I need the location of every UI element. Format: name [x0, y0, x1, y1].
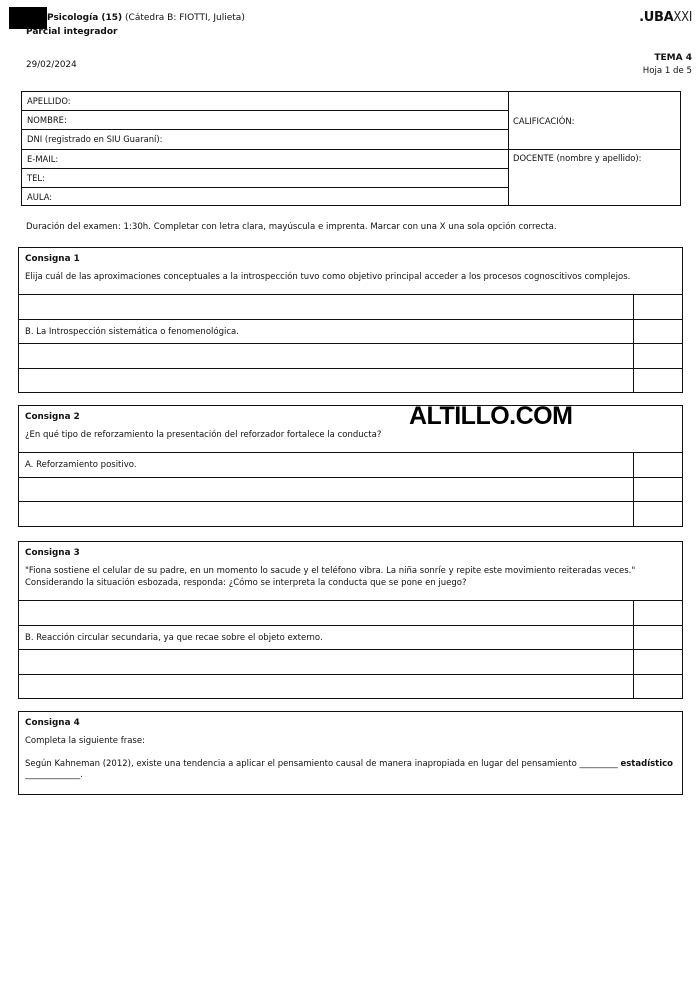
- consigna-question-line-2: Considerando la situación esbozada, responda: ¿Cómo se interpreta la conducta que se pone en juego?: [25, 577, 467, 588]
- option-checkbox[interactable]: [633, 369, 682, 393]
- watermark-text: ALTILLO.COM: [409, 402, 573, 430]
- option-checkbox[interactable]: [633, 675, 682, 699]
- grading-fields: [509, 92, 680, 205]
- exam-instructions: Duración del examen: 1:30h. Completar con letra clara, mayúscula e imprenta. Marcar con una X una sola opción correcta.: [26, 222, 557, 232]
- option-row: [19, 674, 682, 699]
- uba-xxi-logo: [639, 10, 692, 25]
- option-checkbox[interactable]: [633, 502, 682, 526]
- blank-1[interactable]: _________: [579, 758, 618, 769]
- consigna-1: [18, 247, 683, 393]
- consigna-4: [18, 711, 683, 795]
- field-docente[interactable]: DOCENTE (nombre y apellido):: [513, 153, 642, 163]
- option-text: A. Reforzamiento positivo.: [25, 460, 137, 470]
- option-row: [19, 501, 682, 526]
- logo-xxi-text: XXI: [673, 10, 692, 25]
- consigna-2: [18, 405, 683, 527]
- option-row: [19, 452, 682, 477]
- option-row: [19, 600, 682, 625]
- option-checkbox[interactable]: [633, 478, 682, 502]
- consigna-title: Consigna 3: [25, 548, 80, 558]
- consigna-title: Consigna 1: [25, 254, 80, 264]
- blank-2[interactable]: _____________.: [25, 770, 83, 780]
- field-email[interactable]: E-MAIL:: [22, 150, 508, 169]
- option-checkbox[interactable]: [633, 601, 682, 625]
- field-dni[interactable]: DNI (registrado en SIU Guaraní):: [22, 130, 508, 149]
- options-list: [19, 294, 682, 393]
- page-number: Hoja 1 de 5: [642, 66, 692, 76]
- subject-title: [47, 13, 245, 23]
- option-checkbox[interactable]: [633, 295, 682, 319]
- tema-label: TEMA 4: [654, 53, 692, 63]
- option-checkbox[interactable]: [633, 320, 682, 344]
- field-nombre[interactable]: NOMBRE:: [22, 111, 508, 130]
- student-fields: [22, 92, 509, 205]
- subject-name: Psicología (15): [47, 13, 123, 23]
- consigna-3: [18, 541, 683, 699]
- redaction-block: [9, 7, 47, 29]
- option-checkbox[interactable]: [633, 453, 682, 477]
- consigna-question: Elija cuál de las aproximaciones conceptuales a la introspección tuvo como objetivo principal acceder a los procesos cognoscitivos complejos.: [25, 272, 631, 282]
- option-row: [19, 343, 682, 368]
- options-list: [19, 600, 682, 699]
- option-row: [19, 649, 682, 674]
- exam-type: Parcial integrador: [26, 27, 118, 37]
- option-row: [19, 368, 682, 393]
- consigna-title: Consigna 2: [25, 412, 80, 422]
- field-aula[interactable]: AULA:: [27, 191, 53, 202]
- consigna-sentence: [25, 759, 676, 782]
- subject-catedra: (Cátedra B: FIOTTI, Julieta): [122, 13, 245, 23]
- consigna-question: ¿En qué tipo de reforzamiento la presentación del reforzador fortalece la conducta?: [25, 430, 382, 440]
- options-list: [19, 452, 682, 526]
- student-info-box: [21, 91, 681, 206]
- answer-text: estadístico: [620, 758, 674, 769]
- consigna-title: Consigna 4: [25, 718, 80, 728]
- option-row: [19, 625, 682, 650]
- logo-uba-text: .UBA: [639, 10, 674, 25]
- option-row: [19, 294, 682, 319]
- option-row: [19, 319, 682, 344]
- option-checkbox[interactable]: [633, 650, 682, 674]
- field-tel[interactable]: TEL:: [22, 169, 508, 188]
- option-checkbox[interactable]: [633, 626, 682, 650]
- consigna-intro: Completa la siguiente frase:: [25, 736, 145, 746]
- field-apellido[interactable]: APELLIDO:: [22, 92, 508, 111]
- option-text: B. La Introspección sistemática o fenomenológica.: [25, 326, 239, 337]
- option-checkbox[interactable]: [633, 344, 682, 368]
- option-text: B. Reacción circular secundaria, ya que recae sobre el objeto externo.: [25, 632, 323, 643]
- exam-date: 29/02/2024: [26, 60, 77, 70]
- sentence-text: Según Kahneman (2012), existe una tendencia a aplicar el pensamiento causal de manera inapropiada en lugar del pensamiento: [25, 758, 577, 769]
- consigna-question-line-1: "Fiona sostiene el celular de su padre, en un momento lo sacude y el teléfono vibra. La niña sonríe y repite este movimiento reiteradas veces.": [25, 566, 636, 576]
- option-row: [19, 477, 682, 502]
- field-calificacion[interactable]: CALIFICACIÓN:: [509, 92, 680, 150]
